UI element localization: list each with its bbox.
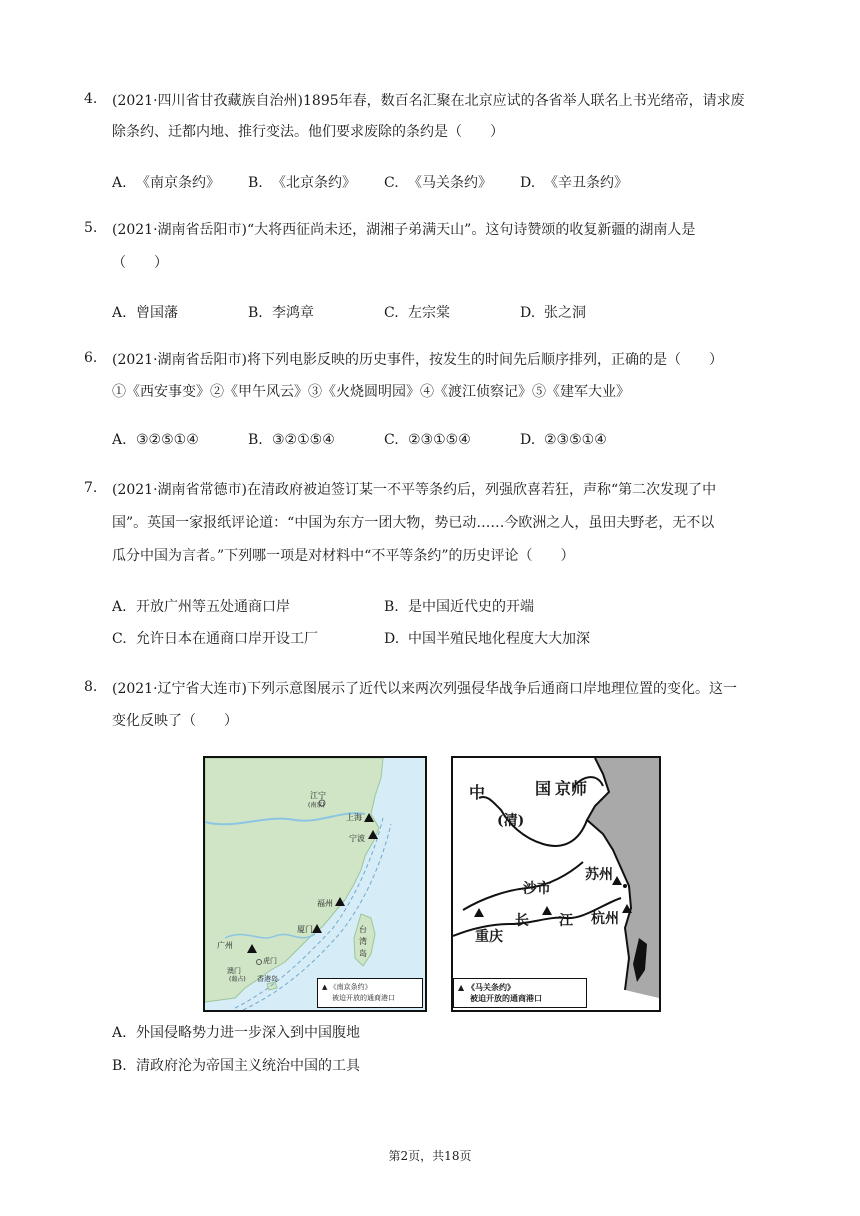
- question-number: 6.: [84, 350, 98, 366]
- map-nanjing-treaty-ports: [203, 756, 427, 1012]
- option-c: C. 左宗棠: [384, 305, 450, 321]
- legend-triangle-icon: ▲: [458, 982, 465, 992]
- label-jiangning: 江宁: [310, 791, 326, 800]
- label-guo: 国: [535, 779, 552, 798]
- option-b: B. 李鸿章: [248, 305, 314, 321]
- label-ningbo: 宁波: [349, 834, 365, 843]
- question-text-line: 瓜分中国为言者。”下列哪一项是对材料中“不平等条约”的历史评论（ ）: [112, 548, 575, 564]
- legend-triangle-icon: ▲: [322, 983, 328, 991]
- option-c: C. 《马关条约》: [384, 175, 492, 191]
- label-humen: 虎门: [263, 957, 277, 965]
- option-b: B. 《北京条约》: [248, 175, 356, 191]
- label-jingshi: 京师: [555, 779, 588, 798]
- label-chang: 长: [515, 913, 529, 929]
- label-aomen: 澳门: [227, 967, 241, 975]
- label-xiamen: 厦门: [297, 925, 313, 934]
- option-a: A. 曾国藩: [112, 305, 178, 321]
- map-shimonoseki-treaty-ports: [451, 756, 661, 1012]
- option-c: C. 允许日本在通商口岸开设工厂: [112, 631, 318, 647]
- question-text-line: 变化反映了（ ）: [112, 713, 238, 729]
- label-shanghai: 上海: [346, 813, 362, 822]
- label-zhong: 中: [469, 783, 486, 802]
- question-text-line: （ ）: [112, 255, 168, 271]
- label-suzhou: 苏州: [585, 867, 613, 883]
- legend-title: 《马关条约》: [466, 982, 515, 992]
- label-taiwan-1: 台: [359, 925, 367, 934]
- label-shashi: 沙市: [523, 881, 551, 897]
- city-dot: [623, 884, 627, 888]
- question-8-option-b: B. 清政府沦为帝国主义统治中国的工具: [112, 1058, 360, 1074]
- question-text-line: (2021·四川省甘孜藏族自治州)1895年春，数百名汇聚在北京应试的各省举人联名上书光绪帝，请求废: [112, 93, 745, 109]
- legend-text: 被迫开放的通商港口: [332, 994, 395, 1002]
- map-legend: [317, 978, 423, 1008]
- label-hongkong-island: 香港岛: [257, 975, 278, 983]
- question-text-line: ①《西安事变》②《甲午风云》③《火烧圆明园》④《渡江侦察记》⑤《建军大业》: [112, 384, 630, 400]
- option-d: D. 张之洞: [520, 305, 586, 321]
- option-d: D. 《辛丑条约》: [520, 175, 628, 191]
- label-hangzhou: 杭州: [591, 911, 619, 927]
- label-taiwan-2: 湾: [359, 937, 367, 946]
- question-text-line: (2021·湖南省岳阳市)将下列电影反映的历史事件，按发生的时间先后顺序排列，正确的是（ ）: [112, 352, 724, 368]
- label-taiwan-3: 岛: [359, 949, 367, 958]
- question-text-line: 除条约、迁都内地、推行变法。他们要求废除的条约是（ ）: [112, 124, 504, 140]
- legend-text: 被迫开放的通商港口: [470, 993, 542, 1003]
- option-a: A. 《南京条约》: [112, 175, 220, 191]
- question-text-line: 国”。英国一家报纸评论道：“中国为东方一团大物，势已动……今欧洲之人，虽田夫野老，无不以: [112, 515, 715, 531]
- question-8-option-a: A. 外国侵略势力进一步深入到中国腹地: [112, 1025, 360, 1041]
- question-number: 4.: [84, 91, 98, 107]
- question-text-line: (2021·湖南省岳阳市)“大将西征尚未还，湖湘子弟满天山”。这句诗赞颂的收复新疆的湖南人是: [112, 222, 696, 238]
- option-a: A. 开放广州等五处通商口岸: [112, 599, 290, 615]
- legend-title: 《南京条约》: [329, 983, 372, 991]
- label-guangzhou: 广州: [217, 941, 233, 950]
- question-number: 5.: [84, 220, 98, 236]
- question-number: 8.: [84, 679, 98, 695]
- option-c: C. ②③①⑤④: [384, 432, 471, 448]
- option-d: D. ②③⑤①④: [520, 432, 607, 448]
- label-chongqing: 重庆: [475, 929, 503, 945]
- option-d: D. 中国半殖民地化程度大大加深: [384, 631, 590, 647]
- page-footer: 第2页，共18页: [388, 1149, 472, 1163]
- option-b: B. 是中国近代史的开端: [384, 599, 534, 615]
- map-legend: [453, 978, 587, 1008]
- label-jiang: 江: [559, 913, 573, 929]
- label-nanjing: (南京): [308, 802, 325, 809]
- question-text-line: (2021·湖南省常德市)在清政府被迫签订某一不平等条约后，列强欣喜若狂，声称“第二次发现了中: [112, 482, 717, 498]
- option-a: A. ③②⑤①④: [112, 432, 199, 448]
- option-b: B. ③②①⑤④: [248, 432, 335, 448]
- label-aomen-portuguese: (葡占): [229, 976, 246, 983]
- label-qing: (清): [497, 813, 525, 829]
- label-fuzhou: 福州: [317, 899, 333, 908]
- question-text-line: (2021·辽宁省大连市)下列示意图展示了近代以来两次列强侵华战争后通商口岸地理位置的变化。这一: [112, 681, 738, 697]
- question-number: 7.: [84, 480, 98, 496]
